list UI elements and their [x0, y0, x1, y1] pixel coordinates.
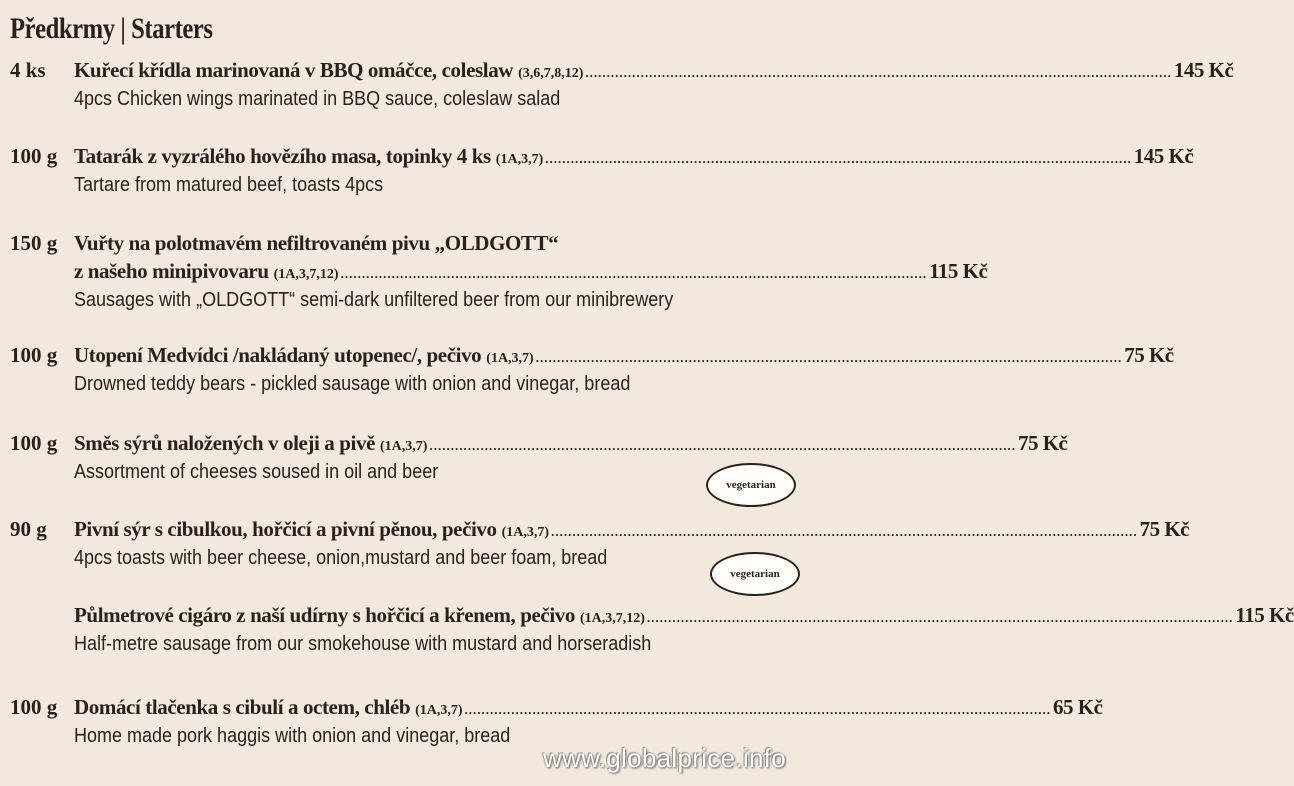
dot-leader: ..........................................................................................................................................	[464, 702, 1052, 717]
watermark: www.globalprice.info	[542, 743, 786, 773]
item-allergens: (1A,3,7)	[415, 703, 463, 718]
item-name-cz: Kuřecí křídla marinovaná v BBQ omáčce, coleslaw	[74, 58, 514, 82]
vegetarian-badge: vegetarian	[706, 463, 796, 507]
dot-leader: ..........................................................................................................................................	[545, 151, 1132, 166]
item-name-cz: Domácí tlačenka s cibulí a octem, chléb	[74, 695, 411, 719]
item-allergens: (1A,3,7)	[486, 351, 534, 366]
item-line	[74, 144, 1194, 170]
item-name-cz: Vuřty na polotmavém nefiltrovaném pivu „OLDGOTT“	[74, 231, 559, 255]
dot-leader: ..........................................................................................................................................	[535, 350, 1123, 365]
item-price: 65 Kč	[1053, 695, 1103, 719]
item-line	[74, 58, 1234, 84]
item-line	[74, 695, 1103, 721]
item-quantity: 90 g	[10, 517, 47, 541]
item-allergens: (1A,3,7)	[495, 152, 544, 167]
item-name-cz: Pivní sýr s cibulkou, hořčicí a pivní pěnou, pečivo	[74, 517, 497, 541]
item-line	[74, 231, 792, 257]
vegetarian-badge: vegetarian	[710, 552, 800, 596]
item-name-cz: Tatarák z vyzrálého hovězího masa, topinky 4 ks	[74, 144, 491, 168]
item-name-en: Sausages with „OLDGOTT“ semi-dark unfiltered beer from our minibrewery	[74, 289, 674, 311]
item-name-en: Drowned teddy bears - pickled sausage with onion and vinegar, bread	[74, 373, 631, 395]
item-price: 145 Kč	[1133, 144, 1194, 168]
item-line	[74, 603, 1294, 629]
item-price: 115 Kč	[1235, 603, 1294, 627]
item-quantity: 4 ks	[10, 58, 46, 82]
item-price: 75 Kč	[1124, 343, 1174, 367]
dot-leader: ..........................................................................................................................................	[429, 438, 1016, 453]
item-allergens: (1A,3,7)	[501, 525, 550, 540]
item-allergens: (1A,3,7)	[380, 439, 428, 454]
item-price: 145 Kč	[1173, 58, 1234, 82]
item-name-en: Home made pork haggis with onion and vinegar, bread	[74, 725, 511, 747]
item-quantity: 100 g	[10, 431, 58, 455]
item-name-cz-continued: z našeho minipivovaru	[74, 259, 269, 283]
item-name-en: Half-metre sausage from our smokehouse with mustard and horseradish	[74, 633, 652, 655]
item-name-cz: Půlmetrové cigáro z naší udírny s hořčicí a křenem, pečivo	[74, 603, 575, 627]
item-quantity: 100 g	[10, 695, 58, 719]
dot-leader: ..........................................................................................................................................	[585, 65, 1172, 80]
item-price: 75 Kč	[1139, 517, 1189, 541]
item-name-en: 4pcs Chicken wings marinated in BBQ sauce, coleslaw salad	[74, 88, 561, 110]
dot-leader: ..........................................................................................................................................	[551, 524, 1138, 539]
item-name-en: Tartare from matured beef, toasts 4pcs	[74, 174, 384, 196]
item-allergens: (1A,3,7,12)	[273, 267, 339, 282]
item-name-en: Assortment of cheeses soused in oil and beer	[74, 461, 439, 483]
item-quantity: 150 g	[10, 231, 58, 255]
item-allergens: (1A,3,7,12)	[579, 611, 645, 626]
dot-leader: ..........................................................................................................................................	[340, 266, 928, 281]
dot-leader: ..........................................................................................................................................	[646, 610, 1234, 625]
item-line	[74, 343, 1174, 369]
item-name-cz: Utopení Medvídci /nakládaný utopenec/, pečivo	[74, 343, 482, 367]
item-line-2	[74, 259, 988, 285]
item-price: 115 Kč	[929, 259, 988, 283]
page-title: Předkrmy | Starters	[10, 12, 213, 45]
item-quantity: 100 g	[10, 343, 58, 367]
item-allergens: (3,6,7,8,12)	[518, 66, 584, 81]
item-name-en: 4pcs toasts with beer cheese, onion,mustard and beer foam, bread	[74, 547, 608, 569]
item-line	[74, 517, 1189, 543]
item-price: 75 Kč	[1017, 431, 1068, 455]
item-quantity: 100 g	[10, 144, 58, 168]
item-line	[74, 431, 1068, 457]
item-name-cz: Směs sýrů naložených v oleji a pivě	[74, 431, 375, 455]
